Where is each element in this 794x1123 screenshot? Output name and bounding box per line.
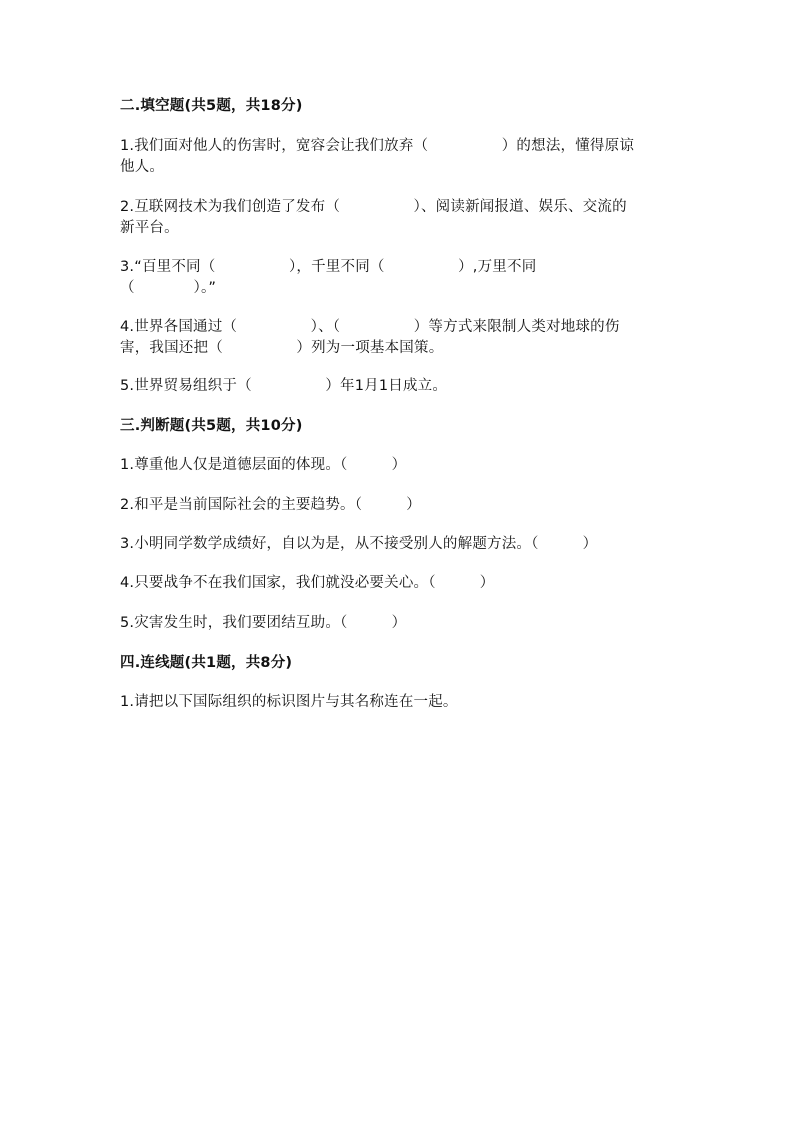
question-line: 5.灾害发生时，我们要团结互助。（ ） <box>120 615 407 631</box>
question-line: 害，我国还把（ ）列为一项基本国策。 <box>120 340 444 356</box>
section-title-matching: 四.连线题(共1题，共8分) <box>120 655 293 671</box>
question-line: 1.请把以下国际组织的标识图片与其名称连在一起。 <box>120 694 458 710</box>
question-line: 1.尊重他人仅是道德层面的体现。（ ） <box>120 457 407 473</box>
question-line: 4.只要战争不在我们国家，我们就没必要关心。（ ） <box>120 575 495 591</box>
question-line: 他人。 <box>120 159 165 175</box>
question-line: （ ）。” <box>120 280 217 296</box>
question-line: 5.世界贸易组织于（ ）年1月1日成立。 <box>120 378 448 394</box>
question-line: 1.我们面对他人的伤害时，宽容会让我们放弃（ ）的想法，懂得原谅 <box>120 138 635 154</box>
question-line: 3.小明同学数学成绩好，自以为是，从不接受别人的解题方法。（ ） <box>120 536 598 552</box>
question-line: 2.和平是当前国际社会的主要趋势。（ ） <box>120 497 421 513</box>
question-line: 3.“百里不同（ ），千里不同（ ）,万里不同 <box>120 259 537 275</box>
section-title-fill-blank: 二.填空题(共5题，共18分) <box>120 98 303 114</box>
section-title-true-false: 三.判断题(共5题，共10分) <box>120 418 303 434</box>
question-line: 4.世界各国通过（ ）、（ ）等方式来限制人类对地球的伤 <box>120 319 620 335</box>
question-line: 新平台。 <box>120 220 179 236</box>
question-line: 2.互联网技术为我们创造了发布（ ）、阅读新闻报道、娱乐、交流的 <box>120 199 627 215</box>
